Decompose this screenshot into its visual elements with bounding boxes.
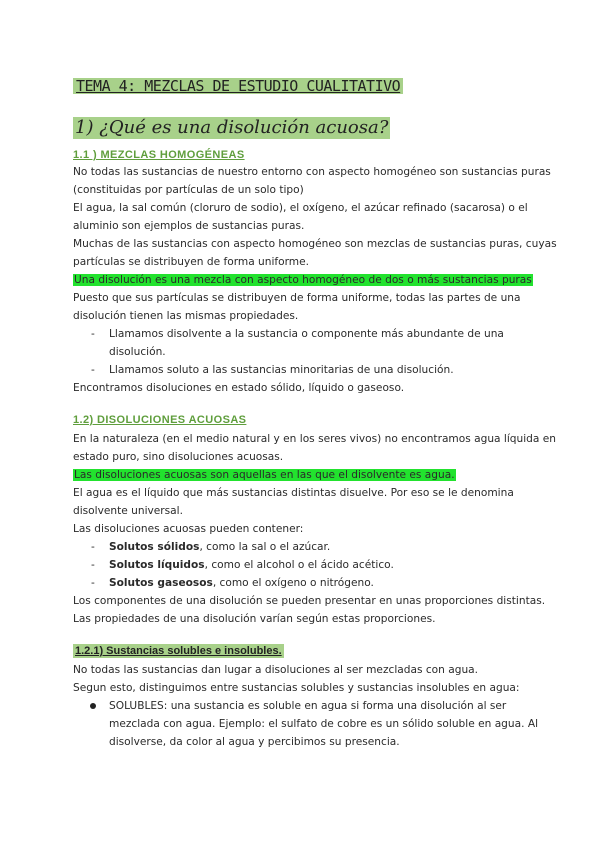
list-item-text: , como el oxígeno o nitrógeno. (212, 577, 374, 589)
paragraph-line: No todas las sustancias dan lugar a disoluciones al ser mezcladas con agua. (73, 664, 479, 676)
list-item (91, 576, 374, 590)
list-item-text: , como el alcohol o el ácido acético. (204, 559, 394, 571)
list-item-bold: Solutos gaseosos (109, 577, 213, 589)
bullet-text: SOLUBLES: una sustancia es soluble en agua si forma una disolución al ser (109, 700, 507, 712)
paragraph-line: Encontramos disoluciones en estado sólido, líquido o gaseoso. (73, 382, 405, 394)
bullet-continuation: disolverse, da color al agua y percibimos su presencia. (109, 736, 400, 748)
paragraph-line: Muchas de las sustancias con aspecto homogéneo son mezclas de sustancias puras, cuyas (73, 238, 557, 250)
paragraph-line: En la naturaleza (en el medio natural y en los seres vivos) no encontramos agua líquida en (73, 433, 556, 445)
bullet-dot-icon (90, 703, 96, 709)
paragraph-line: El agua, la sal común (cloruro de sodio), el oxígeno, el azúcar refinado (sacarosa) o el (73, 202, 528, 214)
list-item-bold: Solutos líquidos (109, 559, 205, 571)
paragraph-line: No todas las sustancias de nuestro entorno con aspecto homogéneo son sustancias puras (73, 166, 551, 178)
highlighted-definition (73, 468, 456, 482)
paragraph-line: Segun esto, distinguimos entre sustancias solubles y sustancias insolubles en agua: (73, 682, 520, 694)
subsection-heading-disoluciones: 1.2) DISOLUCIONES ACUOSAS (73, 414, 247, 426)
list-item (91, 558, 394, 572)
dash-marker: - (91, 328, 95, 340)
paragraph-line: partículas se distribuyen de forma uniforme. (73, 256, 310, 268)
subsection-heading-mezclas: 1.1 ) MEZCLAS HOMOGÉNEAS (73, 149, 245, 161)
highlighted-definition (73, 273, 533, 287)
list-item (91, 363, 454, 377)
paragraph-line: (constituidas por partículas de un solo tipo) (73, 184, 304, 196)
paragraph-line: Puesto que sus partículas se distribuyen de forma uniforme, todas las partes de una (73, 292, 521, 304)
dash-marker: - (91, 541, 95, 553)
paragraph-line: disolvente universal. (73, 505, 183, 517)
paragraph-line: Las propiedades de una disolución varían según estas proporciones. (73, 613, 436, 625)
paragraph-line: El agua es el líquido que más sustancias distintas disuelve. Por eso se le denomina (73, 487, 514, 499)
highlight-text: Las disoluciones acuosas son aquellas en las que el disolvente es agua. (74, 469, 455, 481)
document-title: TEMA 4: MEZCLAS DE ESTUDIO CUALITATIVO (73, 78, 403, 94)
paragraph-line: disolución tienen las mismas propiedades. (73, 310, 299, 322)
dash-marker: - (91, 559, 95, 571)
list-item-text: , como la sal o el azúcar. (199, 541, 331, 553)
paragraph-line: aluminio son ejemplos de sustancias puras. (73, 220, 305, 232)
dash-marker: - (91, 577, 95, 589)
list-item-text: Llamamos disolvente a la sustancia o componente más abundante de una (109, 328, 504, 340)
paragraph-line: Los componentes de una disolución se pueden presentar en unas proporciones distintas. (73, 595, 546, 607)
paragraph-line: estado puro, sino disoluciones acuosas. (73, 451, 284, 463)
subsection-heading-solubles: 1.2.1) Sustancias solubles e insolubles. (75, 645, 282, 657)
highlight-text: Una disolución es una mezcla con aspecto homogéneo de dos o más sustancias puras (74, 274, 532, 286)
bullet-continuation: mezclada con agua. Ejemplo: el sulfato de cobre es un sólido soluble en agua. Al (109, 718, 539, 730)
list-item-bold: Solutos sólidos (109, 541, 200, 553)
list-item (91, 327, 504, 341)
section-heading: 1) ¿Qué es una disolución acuosa? (75, 117, 389, 138)
bullet-item (109, 699, 506, 713)
list-item-continuation: disolución. (109, 346, 166, 358)
list-item-text: Llamamos soluto a las sustancias minoritarias de una disolución. (109, 364, 454, 376)
dash-marker: - (91, 364, 95, 376)
paragraph-line: Las disoluciones acuosas pueden contener: (73, 523, 304, 535)
list-item (91, 540, 331, 554)
